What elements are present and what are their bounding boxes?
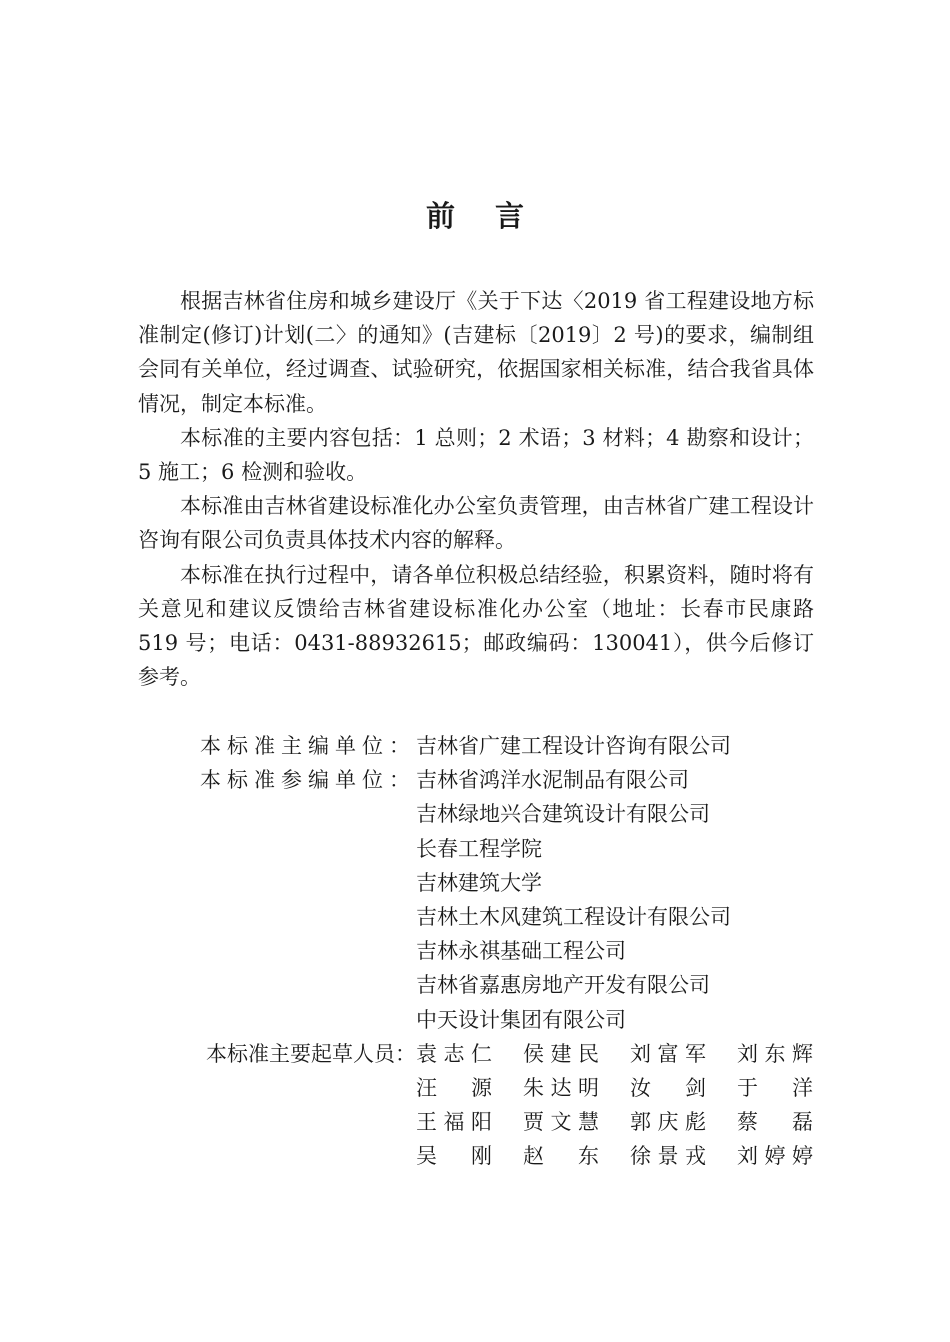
paragraph-contents: 本标准的主要内容包括：1 总则；2 术语；3 材料；4 勘察和设计；5 施工；6 检测和验收。 — [138, 425, 814, 485]
participating-unit-5: 吉林土木风建筑工程设计有限公司 — [416, 904, 731, 929]
participating-unit-7: 吉林省嘉惠房地产开发有限公司 — [416, 973, 710, 998]
drafter-name: 刘富军 — [630, 1041, 706, 1066]
drafter-name: 汪 源 — [416, 1075, 492, 1100]
drafter-name: 汝 剑 — [630, 1075, 706, 1100]
participating-unit-row — [138, 832, 818, 866]
chief-unit-label: 本标准主编单位： — [200, 734, 416, 758]
page-title: 前言 — [425, 199, 564, 233]
participating-unit-4: 吉林建筑大学 — [416, 870, 542, 895]
drafter-name: 袁志仁 — [416, 1041, 492, 1066]
paragraph-management: 本标准由吉林省建设标准化办公室负责管理，由吉林省广建工程设计咨询有限公司负责具体技术内容的解释。 — [138, 494, 814, 553]
drafter-name: 侯建民 — [523, 1041, 599, 1066]
drafters-label: 本标准主要起草人员： — [206, 1041, 416, 1066]
chief-unit-value: 吉林省广建工程设计咨询有限公司 — [416, 734, 731, 758]
drafter-name: 徐景戎 — [630, 1144, 706, 1169]
participating-unit-6: 吉林永祺基础工程公司 — [416, 939, 626, 964]
drafters-row — [138, 1037, 818, 1174]
participating-unit-1: 吉林省鸿洋水泥制品有限公司 — [416, 768, 689, 793]
chief-unit-row — [138, 729, 818, 763]
participating-unit-label: 本标准参编单位： — [200, 768, 416, 793]
participating-unit-row — [138, 934, 818, 968]
paragraph-feedback: 本标准在执行过程中，请各单位积极总结经验，积累资料，随时将有关意见和建议反馈给吉林省建设标准化办公室（地址：长春市民康路 519 号；电话：0431-88932615；邮政编码：130041），供今后修订参考。 — [138, 562, 814, 690]
drafter-name: 朱达明 — [523, 1075, 599, 1100]
drafter-name: 刘婷婷 — [737, 1144, 813, 1169]
participating-unit-row — [138, 797, 818, 831]
participating-unit-row — [138, 968, 818, 1002]
drafter-name: 于 洋 — [737, 1075, 813, 1100]
drafter-name: 郭庆彪 — [630, 1110, 706, 1135]
drafter-name: 王福阳 — [416, 1110, 492, 1135]
participating-unit-row — [138, 900, 818, 934]
preface-body — [138, 284, 814, 694]
participating-unit-row — [138, 1003, 818, 1037]
drafter-name: 蔡 磊 — [737, 1110, 813, 1135]
drafter-name: 贾文慧 — [523, 1110, 599, 1135]
drafter-name: 刘东辉 — [737, 1041, 813, 1066]
drafter-name: 吴 刚 — [416, 1144, 492, 1169]
participating-unit-2: 吉林绿地兴合建筑设计有限公司 — [416, 802, 710, 827]
participating-unit-8: 中天设计集团有限公司 — [416, 1007, 626, 1032]
participating-unit-row — [138, 763, 818, 797]
paragraph-basis: 根据吉林省住房和城乡建设厅《关于下达〈2019 省工程建设地方标准制定(修订)计划(二〉的通知》(吉建标〔2019〕2 号)的要求，编制组会同有关单位，经过调查、试验研究，依据国家相关标准，结合我省具体情况，制定本标准。 — [138, 289, 814, 416]
participating-unit-3: 长春工程学院 — [416, 836, 542, 861]
participating-unit-row — [138, 866, 818, 900]
drafters-grid — [416, 1037, 813, 1174]
drafter-name: 赵 东 — [523, 1144, 599, 1169]
units-section — [138, 729, 818, 1174]
